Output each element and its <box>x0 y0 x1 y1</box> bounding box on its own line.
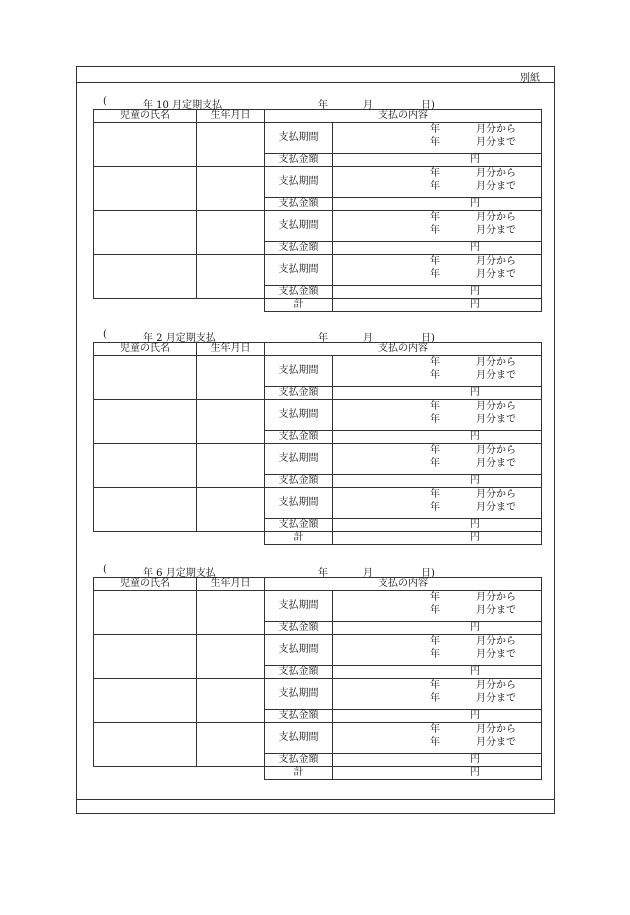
child-row <box>94 444 542 475</box>
yen-unit: 円 <box>470 666 480 677</box>
payment-period-label: 支払期間 <box>265 211 333 242</box>
child-row <box>94 400 542 431</box>
header-birth-date: 生年月日 <box>197 110 265 123</box>
birth-date-cell[interactable] <box>197 444 265 488</box>
payment-amount-cell[interactable] <box>333 475 542 488</box>
payment-period-label: 支払期間 <box>265 356 333 387</box>
total-label: 計 <box>265 532 333 545</box>
date-year: 年 <box>318 568 328 579</box>
bottom-divider <box>77 799 554 800</box>
yen-unit: 円 <box>470 519 480 530</box>
period-from-month: 月分から <box>476 445 516 456</box>
child-row <box>94 255 542 286</box>
child-name-cell[interactable] <box>94 591 197 635</box>
payment-period-cell[interactable] <box>333 255 542 286</box>
child-row <box>94 488 542 519</box>
payment-amount-cell[interactable] <box>333 754 542 767</box>
total-amount-cell[interactable] <box>333 767 542 780</box>
payment-period-label: 支払期間 <box>265 400 333 431</box>
payment-period-cell[interactable] <box>333 444 542 475</box>
total-label: 計 <box>265 299 333 312</box>
header-birth-date: 生年月日 <box>197 578 265 591</box>
period-to-year: 年 <box>430 502 440 513</box>
period-from-year: 年 <box>430 489 440 500</box>
period-to-year: 年 <box>430 649 440 660</box>
period-to-year: 年 <box>430 137 440 148</box>
header-payment-details: 支払の内容 <box>265 110 542 123</box>
payment-amount-cell[interactable] <box>333 286 542 299</box>
period-from-year: 年 <box>430 212 440 223</box>
payment-amount-label: 支払金額 <box>265 754 333 767</box>
yen-unit: 円 <box>470 475 480 486</box>
yen-unit: 円 <box>470 754 480 765</box>
payment-title: 年 2 月定期支払 <box>143 333 216 344</box>
child-row <box>94 591 542 622</box>
period-to-month: 月分まで <box>476 370 516 381</box>
birth-date-cell[interactable] <box>197 123 265 167</box>
payment-table <box>93 109 542 312</box>
period-to-year: 年 <box>430 370 440 381</box>
date-year: 年 <box>318 100 328 111</box>
child-row <box>94 723 542 754</box>
payment-table <box>93 342 542 545</box>
payment-amount-label: 支払金額 <box>265 666 333 679</box>
payment-period-label: 支払期間 <box>265 635 333 666</box>
payment-amount-label: 支払金額 <box>265 475 333 488</box>
period-from-month: 月分から <box>476 680 516 691</box>
payment-period-cell[interactable] <box>333 488 542 519</box>
period-to-month: 月分まで <box>476 737 516 748</box>
payment-amount-label: 支払金額 <box>265 286 333 299</box>
open-paren: ( <box>103 329 107 340</box>
child-name-cell[interactable] <box>94 400 197 444</box>
period-to-year: 年 <box>430 225 440 236</box>
period-to-year: 年 <box>430 693 440 704</box>
yen-unit: 円 <box>470 622 480 633</box>
birth-date-cell[interactable] <box>197 255 265 299</box>
period-from-month: 月分から <box>476 212 516 223</box>
yen-unit: 円 <box>470 154 480 165</box>
period-from-month: 月分から <box>476 724 516 735</box>
section-heading <box>93 564 540 577</box>
birth-date-cell[interactable] <box>197 723 265 767</box>
payment-title: 年 10 月定期支払 <box>143 100 223 111</box>
total-amount-cell[interactable] <box>333 532 542 545</box>
appendix-label: 別紙 <box>520 73 540 84</box>
period-from-month: 月分から <box>476 124 516 135</box>
period-to-year: 年 <box>430 605 440 616</box>
birth-date-cell[interactable] <box>197 167 265 211</box>
payment-title: 年 6 月定期支払 <box>143 568 216 579</box>
child-name-cell[interactable] <box>94 444 197 488</box>
header-birth-date: 生年月日 <box>197 343 265 356</box>
child-name-cell[interactable] <box>94 123 197 167</box>
period-from-year: 年 <box>430 168 440 179</box>
yen-unit: 円 <box>470 198 480 209</box>
birth-date-cell[interactable] <box>197 488 265 532</box>
date-month: 月 <box>363 568 373 579</box>
period-from-month: 月分から <box>476 256 516 267</box>
payment-amount-cell[interactable] <box>333 242 542 255</box>
payment-amount-label: 支払金額 <box>265 387 333 400</box>
period-from-year: 年 <box>430 445 440 456</box>
period-from-year: 年 <box>430 724 440 735</box>
total-yen-unit: 円 <box>470 532 480 543</box>
payment-amount-cell[interactable] <box>333 431 542 444</box>
open-paren: ( <box>103 564 107 575</box>
child-name-cell[interactable] <box>94 679 197 723</box>
payment-period-cell[interactable] <box>333 167 542 198</box>
header-child-name: 児童の氏名 <box>94 578 197 591</box>
child-row <box>94 356 542 387</box>
total-label: 計 <box>265 767 333 780</box>
child-row <box>94 635 542 666</box>
period-to-year: 年 <box>430 414 440 425</box>
header-payment-details: 支払の内容 <box>265 343 542 356</box>
section-heading <box>93 96 540 109</box>
payment-period-label: 支払期間 <box>265 444 333 475</box>
section-heading <box>93 329 540 342</box>
payment-amount-cell[interactable] <box>333 154 542 167</box>
payment-amount-label: 支払金額 <box>265 198 333 211</box>
payment-amount-cell[interactable] <box>333 387 542 400</box>
payment-period-label: 支払期間 <box>265 123 333 154</box>
yen-unit: 円 <box>470 387 480 398</box>
period-to-year: 年 <box>430 737 440 748</box>
total-yen-unit: 円 <box>470 767 480 778</box>
period-to-year: 年 <box>430 181 440 192</box>
payment-period-cell[interactable] <box>333 400 542 431</box>
period-to-month: 月分まで <box>476 649 516 660</box>
open-paren: ( <box>103 96 107 107</box>
payment-amount-label: 支払金額 <box>265 242 333 255</box>
period-from-month: 月分から <box>476 636 516 647</box>
total-yen-unit: 円 <box>470 299 480 310</box>
birth-date-cell[interactable] <box>197 356 265 400</box>
period-from-month: 月分から <box>476 168 516 179</box>
period-from-year: 年 <box>430 592 440 603</box>
payment-period-cell[interactable] <box>333 679 542 710</box>
date-day: 日) <box>421 568 435 579</box>
payment-period-label: 支払期間 <box>265 255 333 286</box>
payment-amount-label: 支払金額 <box>265 622 333 635</box>
yen-unit: 円 <box>470 242 480 253</box>
header-payment-details: 支払の内容 <box>265 578 542 591</box>
header-child-name: 児童の氏名 <box>94 110 197 123</box>
child-name-cell[interactable] <box>94 723 197 767</box>
period-from-year: 年 <box>430 124 440 135</box>
child-row <box>94 167 542 198</box>
child-name-cell[interactable] <box>94 356 197 400</box>
payment-period-label: 支払期間 <box>265 488 333 519</box>
child-name-cell[interactable] <box>94 635 197 679</box>
payment-period-cell[interactable] <box>333 591 542 622</box>
payment-amount-cell[interactable] <box>333 198 542 211</box>
period-from-month: 月分から <box>476 592 516 603</box>
child-row <box>94 211 542 242</box>
date-month: 月 <box>363 100 373 111</box>
period-to-month: 月分まで <box>476 137 516 148</box>
yen-unit: 円 <box>470 431 480 442</box>
date-month: 月 <box>363 333 373 344</box>
period-to-year: 年 <box>430 269 440 280</box>
top-divider <box>77 82 554 83</box>
payment-amount-label: 支払金額 <box>265 710 333 723</box>
birth-date-cell[interactable] <box>197 591 265 635</box>
period-to-month: 月分まで <box>476 269 516 280</box>
period-from-month: 月分から <box>476 357 516 368</box>
period-to-month: 月分まで <box>476 502 516 513</box>
child-name-cell[interactable] <box>94 255 197 299</box>
period-from-month: 月分から <box>476 489 516 500</box>
period-from-year: 年 <box>430 401 440 412</box>
payment-amount-label: 支払金額 <box>265 431 333 444</box>
date-day: 日) <box>421 100 435 111</box>
birth-date-cell[interactable] <box>197 635 265 679</box>
yen-unit: 円 <box>470 286 480 297</box>
payment-period-label: 支払期間 <box>265 591 333 622</box>
period-to-month: 月分まで <box>476 693 516 704</box>
child-name-cell[interactable] <box>94 488 197 532</box>
child-row <box>94 679 542 710</box>
payment-amount-cell[interactable] <box>333 710 542 723</box>
period-to-month: 月分まで <box>476 605 516 616</box>
payment-table <box>93 577 542 780</box>
period-to-month: 月分まで <box>476 458 516 469</box>
payment-period-cell[interactable] <box>333 211 542 242</box>
period-from-year: 年 <box>430 680 440 691</box>
payment-period-cell[interactable] <box>333 635 542 666</box>
total-amount-cell[interactable] <box>333 299 542 312</box>
child-name-cell[interactable] <box>94 211 197 255</box>
payment-amount-label: 支払金額 <box>265 154 333 167</box>
payment-amount-label: 支払金額 <box>265 519 333 532</box>
period-to-year: 年 <box>430 458 440 469</box>
birth-date-cell[interactable] <box>197 400 265 444</box>
payment-amount-cell[interactable] <box>333 519 542 532</box>
period-to-month: 月分まで <box>476 225 516 236</box>
period-from-year: 年 <box>430 256 440 267</box>
date-year: 年 <box>318 333 328 344</box>
header-child-name: 児童の氏名 <box>94 343 197 356</box>
birth-date-cell[interactable] <box>197 679 265 723</box>
payment-period-label: 支払期間 <box>265 723 333 754</box>
payment-amount-cell[interactable] <box>333 666 542 679</box>
payment-period-cell[interactable] <box>333 356 542 387</box>
period-from-month: 月分から <box>476 401 516 412</box>
birth-date-cell[interactable] <box>197 211 265 255</box>
yen-unit: 円 <box>470 710 480 721</box>
period-to-month: 月分まで <box>476 181 516 192</box>
payment-period-label: 支払期間 <box>265 167 333 198</box>
period-from-year: 年 <box>430 636 440 647</box>
payment-period-cell[interactable] <box>333 123 542 154</box>
child-name-cell[interactable] <box>94 167 197 211</box>
payment-period-label: 支払期間 <box>265 679 333 710</box>
payment-amount-cell[interactable] <box>333 622 542 635</box>
child-row <box>94 123 542 154</box>
payment-period-cell[interactable] <box>333 723 542 754</box>
period-to-month: 月分まで <box>476 414 516 425</box>
date-day: 日) <box>421 333 435 344</box>
period-from-year: 年 <box>430 357 440 368</box>
